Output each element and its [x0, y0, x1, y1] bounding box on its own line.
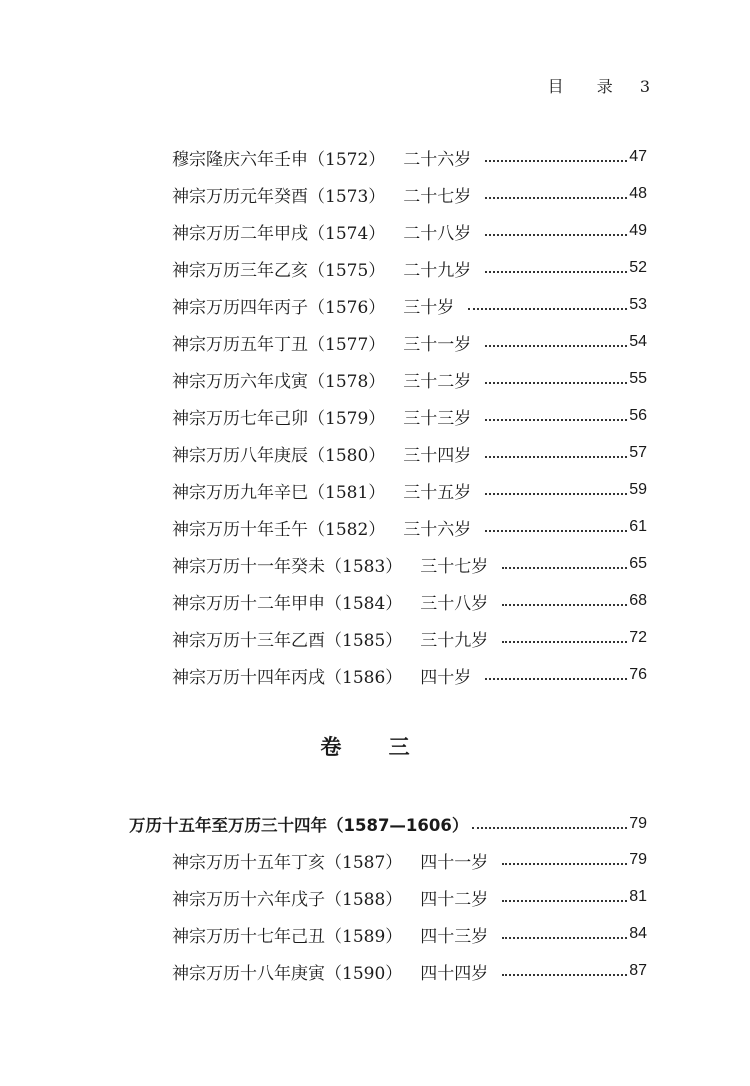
leader-dots: [485, 344, 627, 347]
toc-entry[interactable]: [172, 512, 647, 542]
leader-dots: [472, 826, 627, 829]
entry-age: 三十八岁: [420, 593, 489, 614]
entry-page: 76: [629, 666, 647, 683]
entry-title: 神宗万历四年丙子（1576）: [172, 297, 386, 318]
entry-page: 57: [629, 444, 647, 461]
entry-title: 神宗万历十五年丁亥（1587）: [172, 852, 403, 873]
volume-heading: 卷 三: [320, 735, 430, 759]
leader-dots: [485, 677, 627, 680]
toc-entry[interactable]: [172, 549, 647, 579]
toc-entry[interactable]: [172, 327, 647, 357]
entry-age: 三十七岁: [420, 556, 489, 577]
entry-age: 二十七岁: [403, 186, 472, 207]
entry-age: 四十四岁: [420, 963, 489, 984]
entry-age: 二十八岁: [403, 223, 472, 244]
entry-title: 神宗万历十六年戊子（1588）: [172, 889, 403, 910]
entry-age: 二十六岁: [403, 149, 472, 170]
toc-entry[interactable]: [172, 586, 647, 616]
toc-entry[interactable]: [172, 882, 647, 912]
entry-page: 68: [629, 592, 647, 609]
leader-dots: [502, 640, 627, 643]
leader-dots: [485, 196, 627, 199]
toc-entry[interactable]: [172, 919, 647, 949]
header-title: 目 录: [547, 77, 627, 96]
entry-title: 神宗万历十一年癸未（1583）: [172, 556, 403, 577]
toc-entry[interactable]: [172, 179, 647, 209]
entry-page: 87: [629, 962, 647, 979]
leader-dots: [485, 529, 627, 532]
entry-title: 穆宗隆庆六年壬申（1572）: [172, 149, 386, 170]
header-page-number: 3: [639, 77, 650, 96]
entry-page: 61: [629, 518, 647, 535]
leader-dots: [502, 862, 627, 865]
entry-page: 79: [629, 851, 647, 868]
entry-page: 81: [629, 888, 647, 905]
leader-dots: [502, 936, 627, 939]
leader-dots: [485, 233, 627, 236]
entry-age: 三十岁: [403, 297, 455, 318]
toc-entry[interactable]: [172, 364, 647, 394]
section-page: 79: [629, 815, 647, 832]
entry-page: 65: [629, 555, 647, 572]
leader-dots: [502, 899, 627, 902]
entry-page: 53: [629, 296, 647, 313]
toc-entry[interactable]: [172, 142, 647, 172]
toc-entry[interactable]: [172, 475, 647, 505]
leader-dots: [485, 381, 627, 384]
toc-entry[interactable]: [172, 216, 647, 246]
entry-title: 神宗万历五年丁丑（1577）: [172, 334, 386, 355]
leader-dots: [502, 603, 627, 606]
toc-entry[interactable]: [172, 845, 647, 875]
entry-title: 神宗万历七年己卯（1579）: [172, 408, 386, 429]
entry-age: 三十四岁: [403, 445, 472, 466]
toc-entry[interactable]: [172, 290, 647, 320]
section-title: 万历十五年至万历三十四年（1587—1606）: [129, 816, 469, 835]
entry-title: 神宗万历六年戊寅（1578）: [172, 371, 386, 392]
entry-page: 59: [629, 481, 647, 498]
entry-page: 56: [629, 407, 647, 424]
entry-title: 神宗万历二年甲戌（1574）: [172, 223, 386, 244]
entry-age: 三十二岁: [403, 371, 472, 392]
leader-dots: [502, 566, 627, 569]
entry-page: 55: [629, 370, 647, 387]
entry-page: 47: [629, 148, 647, 165]
toc-entry[interactable]: [172, 956, 647, 986]
toc-entry[interactable]: [172, 623, 647, 653]
entry-page: 48: [629, 185, 647, 202]
leader-dots: [468, 307, 627, 310]
entry-title: 神宗万历九年辛巳（1581）: [172, 482, 386, 503]
toc-entry[interactable]: [172, 401, 647, 431]
entry-age: 四十岁: [420, 667, 472, 688]
running-header: [548, 74, 650, 97]
entry-title: 神宗万历十年壬午（1582）: [172, 519, 386, 540]
toc-entry[interactable]: [172, 438, 647, 468]
entry-age: 四十二岁: [420, 889, 489, 910]
entry-age: 二十九岁: [403, 260, 472, 281]
entry-page: 49: [629, 222, 647, 239]
entry-title: 神宗万历八年庚辰（1580）: [172, 445, 386, 466]
entry-age: 三十一岁: [403, 334, 472, 355]
entry-age: 四十一岁: [420, 852, 489, 873]
section-entry[interactable]: [129, 809, 647, 839]
toc-entry[interactable]: [172, 660, 647, 690]
entry-age: 三十九岁: [420, 630, 489, 651]
leader-dots: [485, 159, 627, 162]
leader-dots: [502, 973, 627, 976]
entry-title: 神宗万历十四年丙戌（1586）: [172, 667, 403, 688]
entry-title: 神宗万历三年乙亥（1575）: [172, 260, 386, 281]
toc-entry[interactable]: [172, 253, 647, 283]
leader-dots: [485, 270, 627, 273]
entry-page: 84: [629, 925, 647, 942]
entry-title: 神宗万历十三年乙酉（1585）: [172, 630, 403, 651]
entry-page: 52: [629, 259, 647, 276]
entry-age: 三十三岁: [403, 408, 472, 429]
leader-dots: [485, 455, 627, 458]
entry-page: 72: [629, 629, 647, 646]
entry-page: 54: [629, 333, 647, 350]
entry-title: 神宗万历元年癸酉（1573）: [172, 186, 386, 207]
leader-dots: [485, 492, 627, 495]
entry-title: 神宗万历十七年己丑（1589）: [172, 926, 403, 947]
entry-age: 四十三岁: [420, 926, 489, 947]
leader-dots: [485, 418, 627, 421]
entry-title: 神宗万历十八年庚寅（1590）: [172, 963, 403, 984]
entry-age: 三十五岁: [403, 482, 472, 503]
entry-age: 三十六岁: [403, 519, 472, 540]
entry-title: 神宗万历十二年甲申（1584）: [172, 593, 403, 614]
